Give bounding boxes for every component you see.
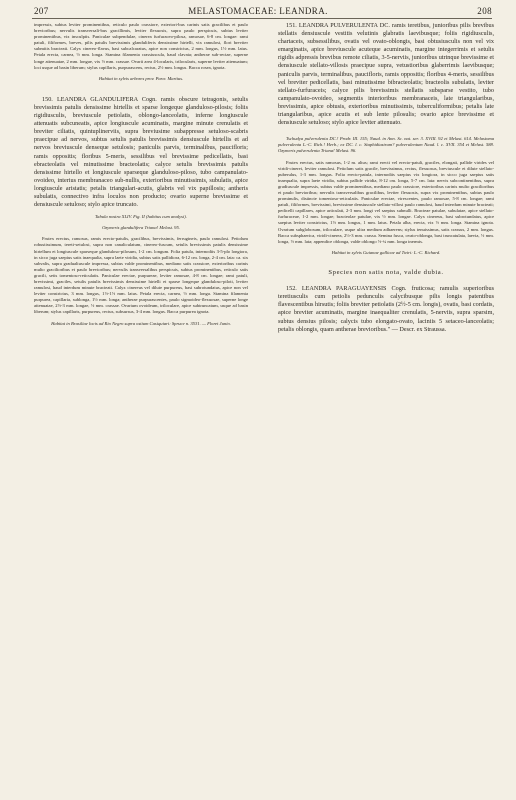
species-150-text: ramis obscure tetragonis, setulis brevissimis patulis densissime hirtellis et sparse longeque glanduloso-pilosis; foliis rigidiusculis, breviuscule petiolatis, oblongo-lanceolatis, inferne longiuscule attenuatis subcuneatis, apice longiuscule acuminatis, margine minute crenulatis et breviter ciliatis, quintuplinerviis, supra breviusime subappresse setuloso-scabris praecipue ad nervos, subtus setulis patulis brevissimis densiuscule hirtellis et ad nervos breviuscule denseque setulosis; paniculis parvis, terminalibus, paucifloris; ramis oppositis; floribus 5-meris, sessilibus vel brevissime pedicellatis, basi ebracteolatis vel minutissime bracteolatis; calyce setulis brevissimis patulis densissime hirtello et longiuscule sparseque glanduloso-piloso, tubo campanulato-ovoideo, interius membranaceo sub-nullis, exterioribus minutissimis, subulatis, apice longiuscule aristatis; petalis triangulari-acutis, glabris vel vix papillosis; antheris subulatis, connectivo infra loculos non producto; ovario superne brevissime et densiuscule setuloso; stylo apice truncato.: [34, 95, 249, 209]
species-151-text: ramis teretibus, junioribus pilis brevibus stellatis densiuscule vestitis velutinis glabratis laevibusque; foliis rigidiusculis, chartaceis, subsessilibus, ovatis vel ovato-oblongis, basi obtusiusculis non vel vix emarginatis, apice breviuscule acuteque acuminatis, margine integerrimis et setulis rigidis adpressis brevibus remote ciliatis, 3-5-nerviis, junioribus utrinque brevissime et densiuscule stellato-villosis praecipue supra, vetustioribus glaberrimis laevibusque; paniculis parvis, terminalibus, paucifloris, ramis oppositis; floribus 4-meris, sessilibus vel breviter pedicellatis, basi minutissime bibracteolatis; bracteolis subulatis, leviter stellato-furfuraceis; calyce pilis brevissimis stellatis subsparse vestito, tubo campanulato-ovoideo, segmentis interioribus membranaceis, late triangularibus, brevissimis, apice obtusis, exterioribus minutissimis, tuberculiformibus; petalis late triangularibus, apice acutis et sub lente pilosulis; ovario apice brevissime et densiuscule setuloso; stylo apice leviter attenuato.: [278, 22, 494, 127]
left-column: [34, 22, 248, 327]
species-150-heading: 150. LEANDRA GLANDULIFERA Cogn.: [42, 95, 157, 103]
habitat-note: Habitat in sylvis arbores prov. Para: Martius.: [98, 75, 184, 81]
habitat-note-150: Habitat in Brasiliae locis ad Rio Negro supra ostium Casiquiari: Spruce n. 3531. — Floret Junio.: [51, 320, 231, 326]
left-page-number: 207: [34, 6, 49, 16]
species-150-description: Frutex erectus, ramosus, ramis erecto-patulis, gracilibus, brevissimis, ferrugineis, paulo ramulosi. Petiolum robustissimum, tereti-setulosi, supra non canaliculatum, cinereo-fuscum, setulis brevissimis patulis densissime hirtellum et longiuscule sparseque glanduloso-pilosum, 1-2 cm. longum. Folia patula, internodiis 3-5-plo longiora, in sicco juga saepius satis inaequalia, supra laete viridia, subtus satis pallidiora, 6-12 cm. longa, 2-4 cm. lata: ca. six subvalis, supra gradualiuscule impressa, subtus valde prominentibus, mediano satis crassiore, exterioribus carinis multo gracilioribus et paulo brevioribus; nervulis transversalibus perspicuis, subtus prominentibus, reticulo satis gracili, setis tomentoso-reticulatis. Paniculae erectae, purpureae, leviter ramosae, 4-8 cm. longae; rami patuli, brevissimi, graciles, setulis patulis brevissimis densissime hirtelli et sparse longeque glanduloso-piloti, leviter ramulosi, haud interdum minute bracteati. Calyx cinereus vel dilute purpureus, basi subrotundatus, apice non vel leviter constrictus, 3 mm. longus, 1½-1½ mm. latus. Petala erecta, carnea, ½ mm. longa. Stamina filamenta purpurea, capillaria, sublonga, 1½ mm. longa; antherae purpurascentes, paulo sigmoideo-flexuosae, superne longe attenuatae, 2½-3 mm. longae, ½ mm. crassae. Ovarium ovoideum, triloculare, apice subtruncatum, usque ad basin liberum; stylus capillaris, purpureus, rectus, subsursus, 3-4 mm. longus. Bacca purpurea ignota.: [34, 236, 248, 315]
species-151-description: Frutex erectus, satis ramosus, 1-2 m. altus; rami erecti vel erecto-patuli, graciles, elongati, pallide virides vel viridi-cinerei, leviter ramulosi. Petiolum satis gracile, brevissimus, rectus, flexuosus, breviuscule et dilute stellato-puberulus, 1-3 mm. longus. Folia erecto-patula, internodiis saepius vix longiora, in sicco juga saepius satis inaequalia, supra laete viridia, subtus pallide viridia, 8-12 cm. longa, 5-7 cm. lata: nervis subcontinentibus, supra gradiuscule impressis, subtus valde prominentibus, mediano paulo crassiore, exterioribus carinis multo gracilioribus et paulo brevioribus; nervulis transversalibus gracilibus, leviter flexuosis, supra vix prominentibus, subtus paulo prominulis, distincte tomentoso-reticulatis. Paniculae erectae, virescentes, paulo ramosae, 5-8 cm. longae; rami patuli, filiformes, brevissimi, brevissime densiuscule stellato-villosi paulo ramulosi, haud interdum minute bracteati; pedicelli capillares, apice articulati, 2-3 mm. longi vel saepius subnulli. Bracteae patulae, subulatae, apice stellato-furfuraceae, 1-2 mm. longae; bracteolae patulae, vix ½ mm. longae. Calyx cinereus, basi subrotundatus, apice saepius leviter constrictus, 1½ mm. longus, 1 mm. latus. Petala alba, erecta, vix ½ mm. longa. Stamina ignota. Ovarium subglobosum, triloculare, usque ultra medium adhaerens; stylus tenuissimus, satis crassus, 2 mm. longus. Bacca subsphaerica, viridi-cinerea, 2½-3 mm. crassa. Semina fusca, ovato-oblonga, basi truncatulata, laevia, ½ mm. longa, ½ mm. lata; appendice oblonga, valde oblongo ½-¼ mm. longa inermis.: [278, 159, 494, 244]
continued-description: impressis, subtus leviter prominentibus, reticulo paulo crassiore, exteriori-bus carinis satis gracilibus et paulo brevioribus; nervulis transversali-bus gracillimis, leviter flexuosis, supra paulo perspicuis, subtus leviter prominentibus, vix insculptis. Paniculae subpendulae, cinerea furfuraceo-pilosa, ramosae, 6-8 cm. longae: rami patuli, filiformes, breves, pilis patulis brevissimis glanduliferis densissime hirtelli, vix ramulosi, flori breviter submitis bracteati. Calyx cinereo-flavus, basi subcalcaratus, apice non constrictus, 2 mm. longus, 1½ mm. latus. Petala erecta, carnea, ½ mm. longa. Stamina filamenta crassiuscula, haud clavata; antherae sub-rectae, superne longe attenuatae, 2 mm. longae, vix ½ mm. crassae. Ovarii area 4-locularis, trilocularis, superne leviter attenuatum; loci usque ad basin liberum; stylus capillaris, purpurascens, rectus, 2½ mm. longus. Bacca rosea, ignota.: [34, 22, 248, 70]
species-151-heading: 151. LEANDRA PULVERULENTA DC.: [286, 22, 390, 29]
species-152-diagnosis: [278, 285, 494, 334]
running-title: MELASTOMACEAE: LEANDRA.: [188, 6, 328, 16]
species-151-diagnosis: [278, 22, 494, 127]
species-150-diagnosis: [34, 96, 248, 209]
species-152-text: fruticosa; ramulis superioribus teretiusculis cum petiolis pedunculis calycibusque pilis longis patentibus flavescentibus hirsutis; foliis breviter petiolatis (2½-5 cm. longis), ovatis, basi cordatis, apice breviter acuminatis, margine inaequaliter crenulatis, 5-nerviis, supra sparsim, subtus densius pilosis; calycis tubo elongato-ovato, laciniis 5 setaceo-lanceolatis; petalis oblongis, quam antherae brevioribus." — Descr. ex Straussa.: [278, 285, 494, 333]
habitat-note-151: Habitat in sylvis Guianae gallicae ad Twiri: L.-C. Richard.: [331, 249, 441, 255]
species-152-heading: 152. LEANDRA PARAGUAYENSIS Cogn.: [286, 285, 407, 293]
plate-reference: Tabula nostra XLIV. Fig. II (habitus cum analysi).: [95, 214, 187, 220]
right-page-number: 208: [477, 6, 492, 16]
synonym-reference: Ozymeris glandulifera Triana! Melast. 95.: [102, 225, 180, 231]
right-column: [278, 22, 494, 334]
section-heading: Species non satis nota, valde dubia.: [328, 268, 444, 276]
species-151-references: Tschudya pulverulenta DC.! Prodr. III. 155; Naud. in Ann. Sc. nat. ser. 3. XVIII. 92 et Melast. 614. Melastoma pulverulenta L.-C. Rich.! Herb.; ex DC. l. c. Staphidiastrum? pulverulentum Naud. l. c. XVII. 354 et Melast. 588. Ozymeris pulverulenta Triana! Melast. 96.: [278, 136, 494, 154]
header-rule: [32, 18, 492, 19]
